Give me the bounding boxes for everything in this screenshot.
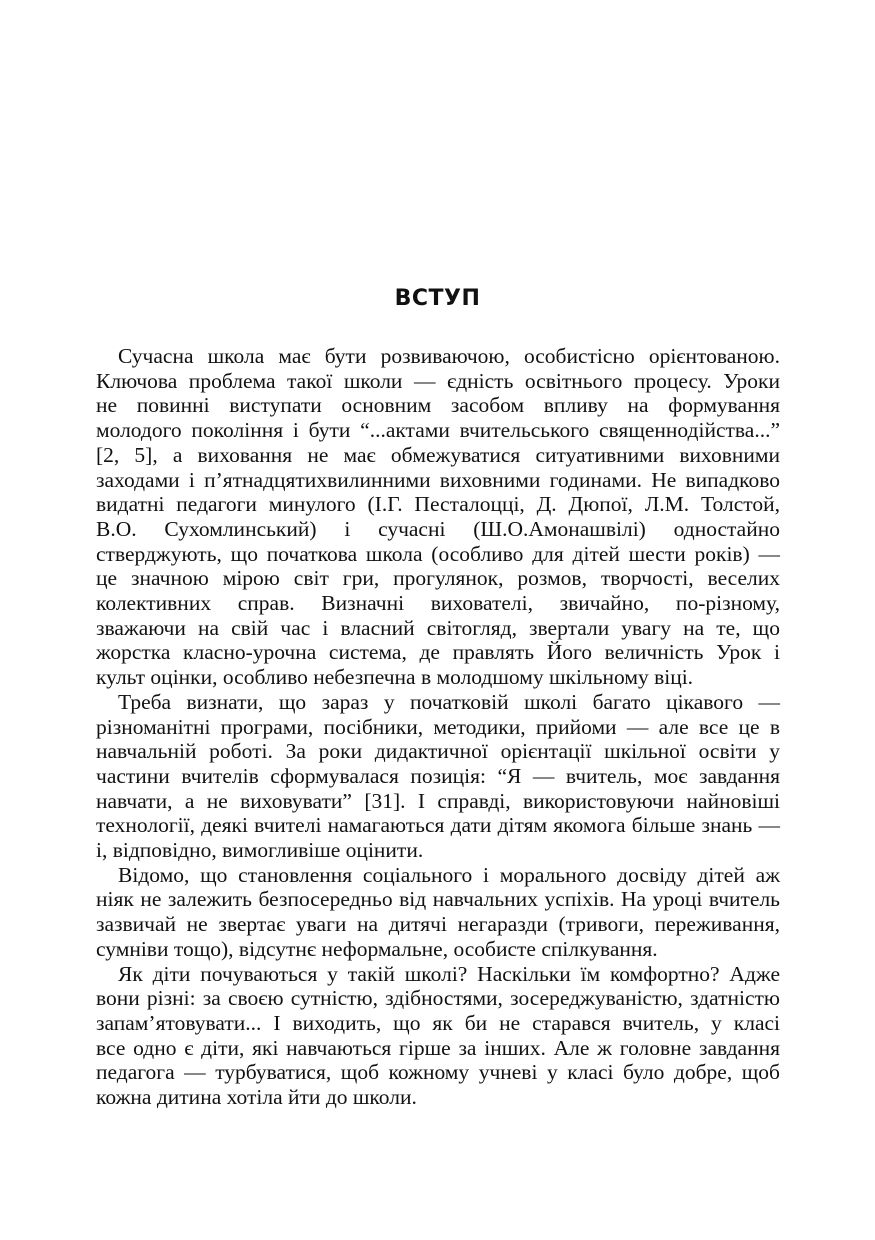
paragraph-3 bbox=[96, 863, 780, 962]
text-line: кожна дитина хотіла йти до школи. bbox=[96, 1085, 417, 1110]
text-line: різноманітні програми, посібники, методики, прийоми — але все це в bbox=[96, 714, 780, 739]
text-line: навчати, а не виховувати” [31]. І справді, використовуючи найновіші bbox=[96, 788, 780, 813]
text-line: жорстка класно-урочна система, де правлять Його величність Урок і bbox=[96, 640, 780, 665]
text-line: Ключова проблема такої школи — єдність освітнього процесу. Уроки bbox=[96, 368, 780, 393]
text-line: технології, деякі вчителі намагаються дати дітям якомога більше знань — bbox=[96, 813, 780, 838]
text-line: це значною мірою світ гри, прогулянок, розмов, творчості, веселих bbox=[96, 566, 780, 591]
text-line: Як діти почуваються у такій школі? Наскільки їм комфортно? Адже bbox=[118, 961, 780, 986]
text-line: все одно є діти, які навчаються гірше за інших. Але ж головне завдання bbox=[96, 1035, 780, 1060]
paragraph-4 bbox=[96, 962, 780, 1110]
text-line: ніяк не залежить безпосередньо від навчальних успіхів. На уроці вчитель bbox=[96, 887, 780, 912]
text-line: зазвичай не звертає уваги на дитячі негаразди (тривоги, переживання, bbox=[96, 912, 780, 937]
text-line: запам’ятовувати... І виходить, що як би не старався вчитель, у класі bbox=[96, 1010, 780, 1035]
text-line: Відомо, що становлення соціального і морального досвіду дітей аж bbox=[118, 862, 780, 887]
text-line: заходами і п’ятнадцятихвилинними виховними годинами. Не випадково bbox=[96, 467, 780, 492]
text-line: і, відповідно, вимогливіше оцінити. bbox=[96, 838, 424, 863]
section-heading: ВСТУП bbox=[394, 286, 481, 311]
text-line: сумніви тощо), відсутнє неформальне, особисте спілкування. bbox=[96, 936, 658, 961]
text-line: В.О. Сухомлинський) і сучасні (Ш.О.Амонашвілі) одностайно bbox=[96, 516, 780, 541]
text-line: частини вчителів сформувалася позиція: “Я — вчитель, моє завдання bbox=[96, 763, 780, 788]
body-text bbox=[96, 344, 780, 1110]
text-line: стверджують, що початкова школа (особливо для дітей шести років) — bbox=[96, 541, 780, 566]
text-line: не повинні виступати основним засобом впливу на формування bbox=[96, 393, 780, 418]
paragraph-1 bbox=[96, 344, 780, 690]
text-line: педагога — турбуватися, щоб кожному учневі у класі було добре, щоб bbox=[96, 1060, 780, 1085]
text-line: вони різні: за своєю сутністю, здібностями, зосереджуваністю, здатністю bbox=[96, 986, 780, 1011]
text-line: зважаючи на свій час і власний світогляд, звертали увагу на те, що bbox=[96, 615, 780, 640]
text-line: Треба визнати, що зараз у початковій школі багато цікавого — bbox=[118, 689, 780, 714]
text-line: культ оцінки, особливо небезпечна в молодшому шкільному віці. bbox=[96, 665, 694, 690]
text-line: навчальній роботі. За роки дидактичної орієнтації шкільної освіти у bbox=[96, 739, 780, 764]
text-line: [2, 5], а виховання не має обмежуватися ситуативними виховними bbox=[96, 442, 780, 467]
text-line: Сучасна школа має бути розвиваючою, особистісно орієнтованою. bbox=[118, 344, 780, 368]
text-line: молодого покоління і бути “...актами вчительського священнодійства...” bbox=[96, 418, 780, 443]
text-line: видатні педагоги минулого (І.Г. Песталоцці, Д. Дюпої, Л.М. Толстой, bbox=[96, 492, 780, 517]
text-line: колективних справ. Визначні вихователі, звичайно, по-різному, bbox=[96, 591, 780, 616]
paragraph-2 bbox=[96, 690, 780, 863]
